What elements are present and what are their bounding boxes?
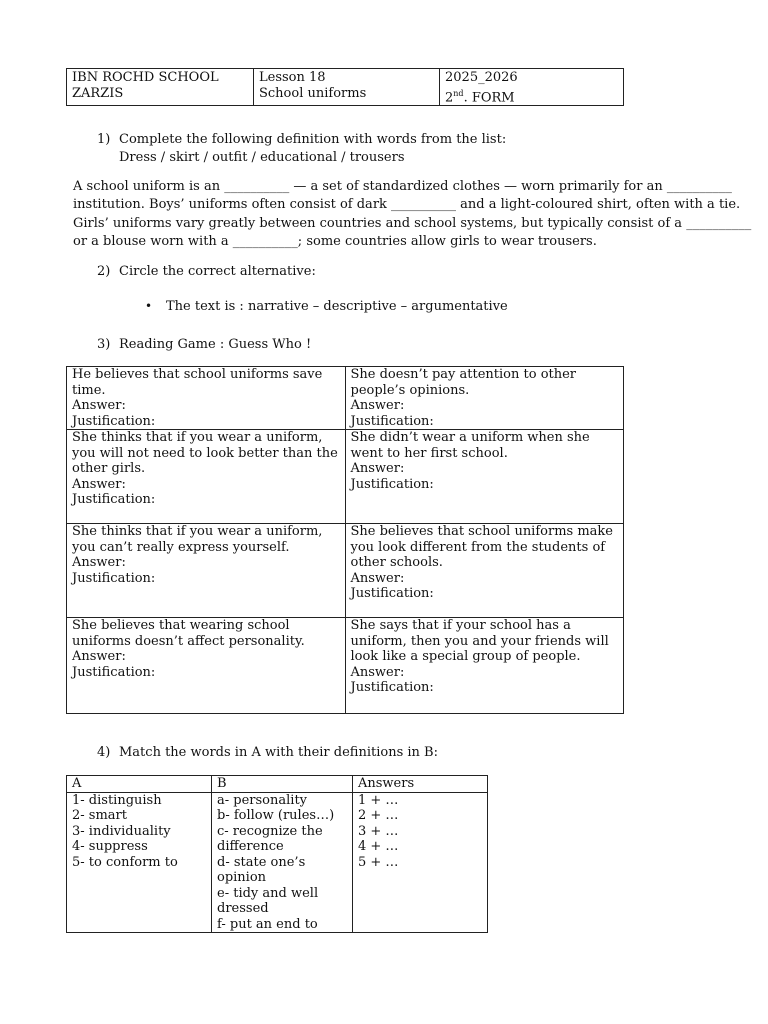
paragraph-line: or a blouse worn with a __________; some countries allow girls to wear trousers. (73, 233, 597, 249)
answer-label: Answer: (350, 664, 405, 680)
definition-item: e- tidy and well dressed (217, 885, 319, 916)
guess-who-table (66, 366, 624, 714)
guess-cell (67, 430, 346, 524)
header-answers: Answers (353, 776, 488, 793)
paragraph-line: institution. Boys’ uniforms often consist of dark __________ and a light-coloured shirt, often with a tie. (73, 197, 741, 213)
guess-cell (345, 618, 624, 714)
q3-instruction (97, 337, 311, 353)
justification-label: Justification: (350, 476, 434, 492)
column-b (212, 792, 353, 933)
q1-word-list: Dress / skirt / outfit / educational / trousers (119, 150, 405, 165)
answer-slot[interactable]: 4 + … (358, 839, 399, 854)
word-item: 4- suppress (72, 839, 148, 854)
guess-row (67, 618, 624, 714)
q2-instruction-text: Circle the correct alternative: (119, 264, 316, 279)
clue-text: She says that if your school has a uniform, then you and your friends will look like a special group of people. (350, 618, 609, 664)
answer-label: Answer: (72, 649, 126, 664)
clue-text: She thinks that if you wear a uniform, you will not need to look better than the other girls. (72, 430, 338, 476)
form-level (445, 86, 618, 106)
form-label: . FORM (463, 89, 515, 105)
guess-row (67, 430, 624, 524)
justification-label: Justification: (350, 680, 434, 695)
answer-slot[interactable]: 1 + … (358, 792, 399, 808)
clue-text: She doesn’t pay attention to other people’s opinions. (350, 367, 577, 398)
answer-slot[interactable]: 2 + … (358, 808, 399, 823)
q1-paragraph (73, 179, 752, 252)
q2-statement (145, 299, 508, 315)
header-table (66, 68, 624, 106)
guess-row (67, 367, 624, 430)
bullet-icon: • (145, 299, 153, 313)
definition-item: f- put an end to (217, 916, 318, 932)
justification-label: Justification: (72, 570, 156, 586)
guess-cell (345, 524, 624, 618)
definition-item: b- follow (rules…) (217, 808, 335, 823)
q4-number: 4) (97, 745, 111, 760)
guess-cell (67, 524, 346, 618)
answer-label: Answer: (72, 476, 126, 492)
column-answers (353, 792, 488, 933)
word-item: 2- smart (72, 808, 127, 823)
matching-body-row (67, 792, 488, 933)
clue-text: She didn’t wear a uniform when she went to her first school. (350, 430, 590, 461)
answer-slot[interactable]: 5 + … (358, 854, 399, 870)
guess-cell (345, 367, 624, 430)
column-a (67, 792, 212, 933)
lesson-cell (254, 69, 440, 106)
answer-slot[interactable]: 3 + … (358, 823, 399, 839)
q1-instruction-text: Complete the following definition with words from the list: (119, 132, 507, 147)
q2-statement-text: The text is : narrative – descriptive – argumentative (166, 299, 508, 314)
clue-text: She believes that school uniforms make you look different from the students of other schools. (350, 524, 613, 570)
header-row (67, 69, 624, 106)
definition-item: d- state one’s opinion (217, 854, 306, 885)
justification-label: Justification: (350, 413, 434, 429)
justification-label: Justification: (72, 413, 156, 429)
lesson-topic: School uniforms (259, 85, 367, 101)
header-a: A (67, 776, 212, 793)
form-suffix: nd (453, 88, 464, 98)
answer-label: Answer: (350, 570, 405, 586)
clue-text: She believes that wearing school uniforms doesn’t affect personality. (72, 618, 305, 649)
q3-instruction-text: Reading Game : Guess Who ! (119, 337, 312, 352)
q4-instruction (97, 745, 438, 761)
justification-label: Justification: (72, 664, 156, 680)
justification-label: Justification: (72, 492, 156, 507)
form-number: 2 (445, 89, 454, 105)
clue-text: He believes that school uniforms save time. (72, 367, 323, 398)
year-cell (440, 69, 624, 106)
q3-number: 3) (97, 337, 111, 352)
answer-label: Answer: (350, 398, 405, 413)
paragraph-line: Girls’ uniforms vary greatly between countries and school systems, but typically consist of a __________ (73, 215, 752, 231)
word-item: 1- distinguish (72, 792, 162, 808)
definition-item: a- personality (217, 792, 308, 808)
word-item: 3- individuality (72, 823, 171, 839)
matching-header-row (67, 776, 488, 793)
guess-row (67, 524, 624, 618)
q2-instruction (97, 264, 316, 280)
justification-label: Justification: (350, 586, 434, 601)
q4-instruction-text: Match the words in A with their definitions in B: (119, 745, 438, 760)
lesson-number: Lesson 18 (259, 70, 326, 85)
answer-label: Answer: (350, 461, 405, 476)
q1-instruction (97, 132, 506, 148)
answer-label: Answer: (72, 398, 126, 413)
school-cell (67, 69, 254, 106)
q2-number: 2) (97, 264, 111, 279)
word-item: 5- to conform to (72, 854, 178, 870)
q1-number: 1) (97, 132, 111, 147)
guess-cell (67, 367, 346, 430)
matching-table (66, 775, 488, 933)
guess-cell (345, 430, 624, 524)
guess-cell (67, 618, 346, 714)
answer-label: Answer: (72, 555, 126, 570)
header-b: B (212, 776, 353, 793)
clue-text: She thinks that if you wear a uniform, you can’t really express yourself. (72, 524, 323, 555)
school-town: ZARZIS (72, 85, 124, 101)
school-year: 2025_2026 (445, 70, 518, 85)
school-name: IBN ROCHD SCHOOL (72, 70, 219, 85)
definition-item: c- recognize the difference (217, 823, 323, 854)
paragraph-line: A school uniform is an __________ — a set of standardized clothes — worn primarily for an __________ (73, 179, 732, 194)
